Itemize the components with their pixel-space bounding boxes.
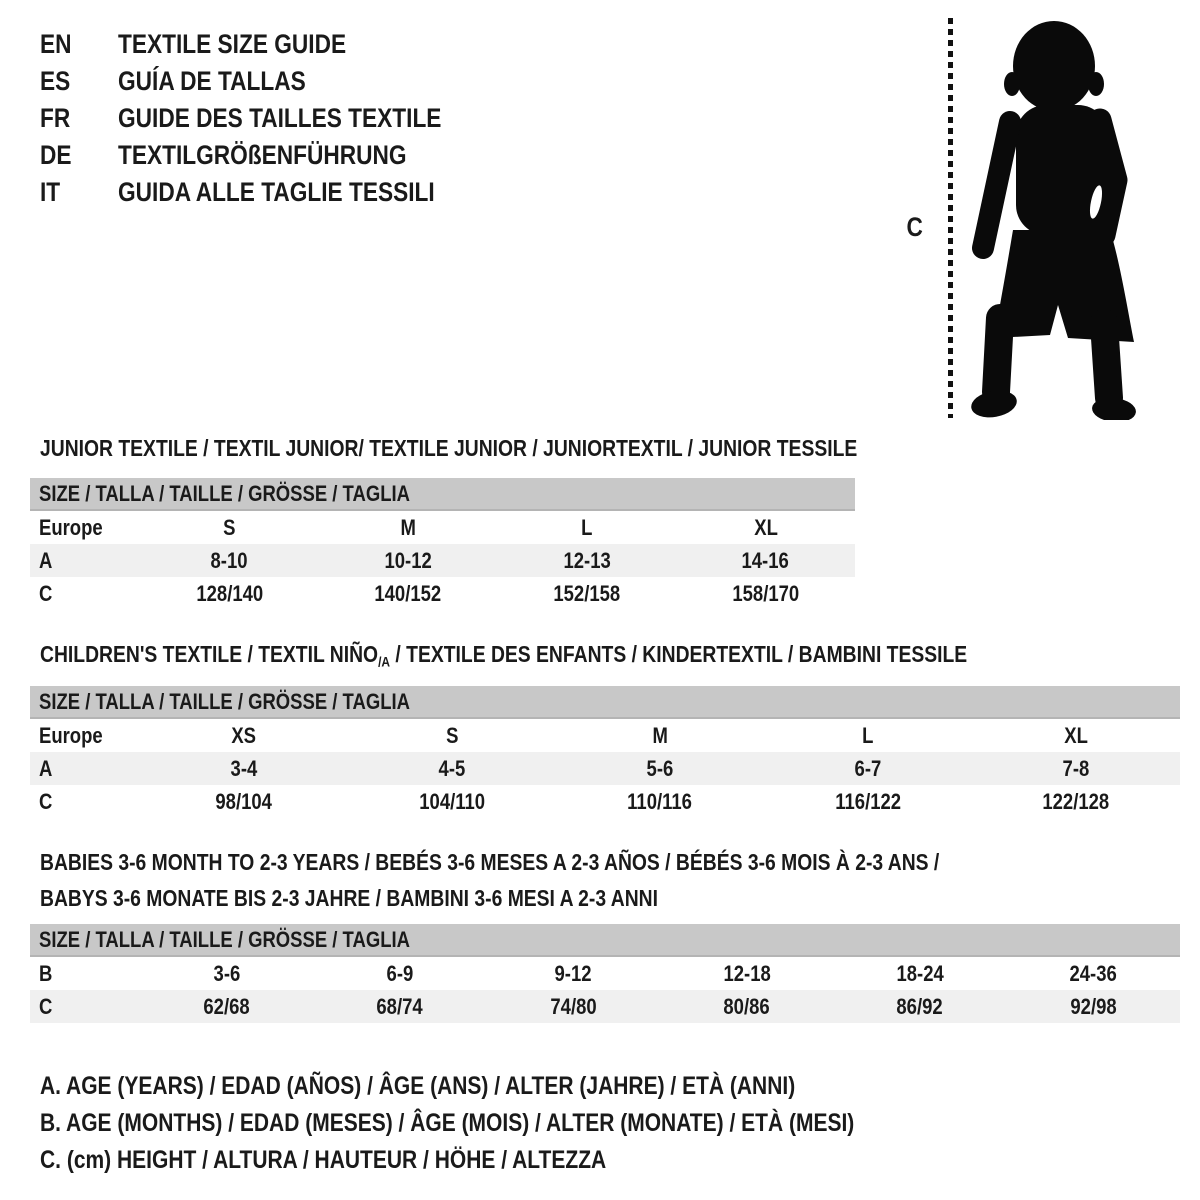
row-label: A bbox=[39, 547, 53, 573]
table-cell: 98/104 bbox=[215, 788, 273, 814]
lang-code: ES bbox=[40, 66, 71, 96]
size-header-label: SIZE / TALLA / TAILLE / GRÖSSE / TAGLIA bbox=[39, 926, 410, 952]
lang-row-de bbox=[40, 137, 503, 174]
table-cell: M bbox=[400, 514, 416, 540]
table-cell: 128/140 bbox=[195, 580, 263, 606]
size-header-label: SIZE / TALLA / TAILLE / GRÖSSE / TAGLIA bbox=[39, 480, 410, 506]
table-row-height bbox=[30, 577, 855, 610]
table-cell: 3-4 bbox=[230, 755, 258, 781]
children-section-title: CHILDREN'S TEXTILE / TEXTIL $NIÑO_{/A}$ / TEXTILE DES ENFANTS / KINDERTEXTIL / BAMBINI TESSILE bbox=[40, 641, 968, 671]
table-cell: S bbox=[445, 722, 459, 748]
table-cell: 104/110 bbox=[419, 788, 485, 814]
legend-line-b: B. AGE (MONTHS) / EDAD (MESES) / ÂGE (MOIS) / ALTER (MONATE) / ETÀ (MESI) bbox=[40, 1109, 855, 1137]
table-cell: XS bbox=[231, 722, 257, 748]
table-row-months bbox=[30, 957, 1180, 990]
table-cell: 18-24 bbox=[896, 960, 944, 986]
table-cell: 10-12 bbox=[384, 547, 432, 573]
table-cell: 122/128 bbox=[1042, 788, 1110, 814]
lang-title: TEXTILGRÖßENFÜHRUNG bbox=[118, 140, 407, 170]
babies-section-title: BABIES 3-6 MONTH TO 2-3 YEARS / BEBÉS 3-6 MESES A 2-3 AÑOS / BÉBÉS 3-6 MOIS À 2-3 ANS / BABYS 3-6 MONATE BIS 2-3 JAHRE / BAMBINI 3-6 MESI A 2-3 ANNI bbox=[40, 849, 940, 911]
table-cell: 80/86 bbox=[723, 993, 770, 1019]
table-cell: 152/158 bbox=[553, 580, 621, 606]
table-cell: 110/116 bbox=[627, 788, 693, 814]
table-cell: 12-13 bbox=[563, 547, 611, 573]
lang-title: GUÍA DE TALLAS bbox=[118, 66, 306, 96]
lang-row-es bbox=[40, 63, 503, 100]
lang-title: TEXTILE SIZE GUIDE bbox=[118, 29, 347, 59]
table-row-age bbox=[30, 752, 1180, 785]
table-row-europe bbox=[30, 511, 855, 544]
table-cell: XL bbox=[1064, 722, 1088, 748]
table-cell: 86/92 bbox=[896, 993, 944, 1019]
table-cell: 9-12 bbox=[554, 960, 592, 986]
size-header-label: SIZE / TALLA / TAILLE / GRÖSSE / TAGLIA bbox=[39, 688, 410, 714]
size-header-row bbox=[30, 686, 1180, 719]
table-cell: XL bbox=[753, 514, 778, 540]
height-measure-label: C bbox=[906, 212, 924, 242]
row-label: C bbox=[39, 580, 53, 606]
lang-title: GUIDE DES TAILLES TEXTILE bbox=[118, 103, 442, 133]
babies-size-table bbox=[30, 924, 1180, 1023]
row-label: Europe bbox=[39, 722, 103, 748]
table-cell: 3-6 bbox=[213, 960, 241, 986]
lang-row-it bbox=[40, 174, 503, 211]
table-cell: 12-18 bbox=[723, 960, 771, 986]
table-cell: 116/122 bbox=[835, 788, 901, 814]
table-cell: 4-5 bbox=[438, 755, 466, 781]
row-label: B bbox=[39, 960, 53, 986]
table-cell: 92/98 bbox=[1070, 993, 1117, 1019]
table-cell: 14-16 bbox=[741, 547, 790, 573]
height-measure-dotted-line bbox=[948, 18, 953, 418]
table-cell: 7-8 bbox=[1062, 755, 1090, 781]
legend-line-a: A. AGE (YEARS) / EDAD (AÑOS) / ÂGE (ANS) / ALTER (JAHRE) / ETÀ (ANNI) bbox=[40, 1072, 796, 1100]
lang-code: FR bbox=[40, 103, 71, 133]
junior-size-table bbox=[30, 478, 855, 610]
table-cell: 140/152 bbox=[374, 580, 442, 606]
junior-section-title: JUNIOR TEXTILE / TEXTIL JUNIOR/ TEXTILE JUNIOR / JUNIORTEXTIL / JUNIOR TESSILE bbox=[40, 435, 858, 461]
lang-row-en bbox=[40, 26, 503, 63]
table-row-europe bbox=[30, 719, 1180, 752]
table-cell: M bbox=[652, 722, 668, 748]
table-cell: 62/68 bbox=[203, 993, 250, 1019]
table-cell: 74/80 bbox=[550, 993, 597, 1019]
table-cell: 24-36 bbox=[1069, 960, 1117, 986]
language-title-block bbox=[40, 26, 503, 211]
children-size-table bbox=[30, 686, 1180, 818]
lang-code: EN bbox=[40, 29, 72, 59]
table-row-height bbox=[30, 990, 1180, 1023]
table-cell: 6-7 bbox=[854, 755, 882, 781]
row-label: C bbox=[39, 993, 53, 1019]
row-label: C bbox=[39, 788, 53, 814]
toddler-silhouette-icon bbox=[958, 20, 1150, 420]
table-cell: 158/170 bbox=[732, 580, 800, 606]
lang-title: GUIDA ALLE TAGLIE TESSILI bbox=[118, 177, 435, 207]
table-cell: L bbox=[581, 514, 593, 540]
table-cell: 5-6 bbox=[646, 755, 674, 781]
table-cell: 68/74 bbox=[376, 993, 424, 1019]
lang-row-fr bbox=[40, 100, 503, 137]
table-cell: 8-10 bbox=[210, 547, 248, 573]
table-row-age bbox=[30, 544, 855, 577]
table-cell: S bbox=[223, 514, 236, 540]
lang-code: DE bbox=[40, 140, 72, 170]
table-cell: 6-9 bbox=[386, 960, 414, 986]
measurement-legend bbox=[40, 1068, 1009, 1179]
legend-line-c: C. (cm) HEIGHT / ALTURA / HAUTEUR / HÖHE / ALTEZZA bbox=[40, 1146, 607, 1174]
table-cell: L bbox=[862, 722, 874, 748]
table-row-height bbox=[30, 785, 1180, 818]
size-header-row bbox=[30, 478, 855, 511]
lang-code: IT bbox=[40, 177, 61, 207]
size-header-row bbox=[30, 924, 1180, 957]
row-label: Europe bbox=[39, 514, 103, 540]
row-label: A bbox=[39, 755, 53, 781]
